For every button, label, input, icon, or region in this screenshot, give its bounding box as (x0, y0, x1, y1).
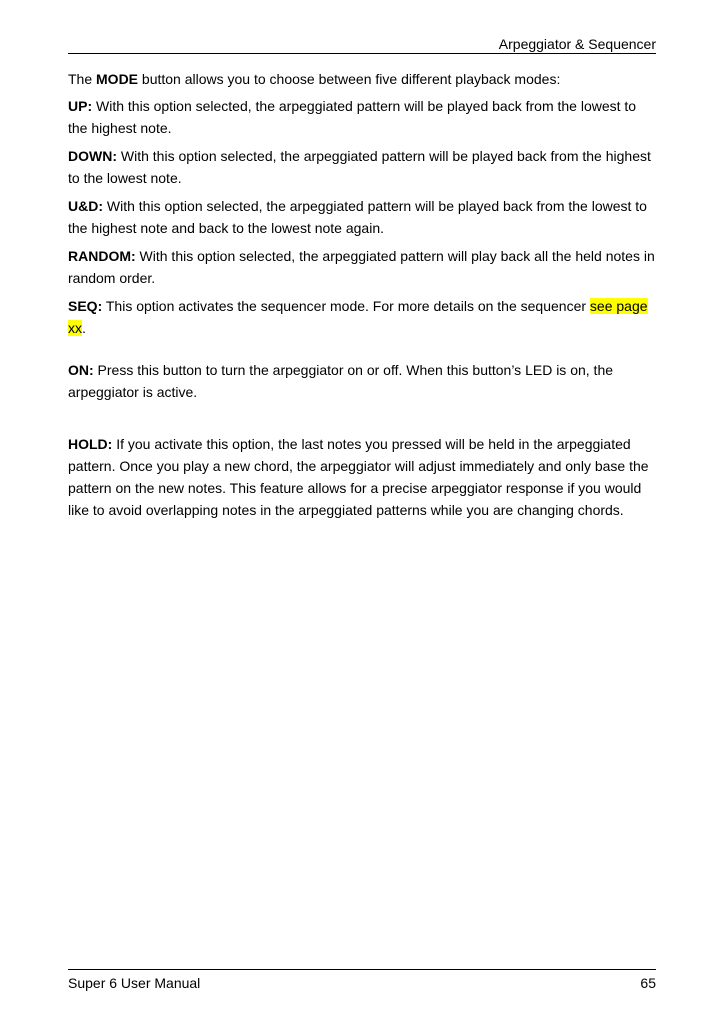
random-paragraph (68, 245, 656, 289)
random-term: RANDOM: (68, 248, 136, 264)
mode-intro-paragraph (68, 68, 656, 90)
mode-term: MODE (96, 71, 139, 87)
on-text: Press this button to turn the arpeggiator on or off. When this button’s LED is on, the arpeggiator is active. (68, 362, 614, 400)
hold-paragraph (68, 433, 656, 521)
ud-paragraph (68, 195, 656, 239)
down-text: With this option selected, the arpeggiated pattern will be played back from the highest to the lowest note. (68, 148, 651, 186)
seq-end: . (82, 320, 86, 336)
on-paragraph (68, 359, 656, 403)
down-paragraph (68, 145, 656, 189)
seq-term: SEQ: (68, 298, 103, 314)
mode-intro-after: button allows you to choose between five different playback modes: (138, 71, 561, 87)
hold-term: HOLD: (68, 436, 113, 452)
page-footer (68, 969, 656, 994)
down-term: DOWN: (68, 148, 117, 164)
page-header (68, 30, 656, 54)
mode-intro-before: The (68, 71, 97, 87)
see-page-link[interactable]: see page xx (68, 298, 648, 336)
manual-content (68, 68, 656, 527)
seq-paragraph (68, 295, 656, 339)
up-text: With this option selected, the arpeggiated pattern will be played back from the lowest to the highest note. (68, 98, 637, 136)
hold-text: If you activate this option, the last notes you pressed will be held in the arpeggiated pattern. Once you play a new chord, the arpeggiator will adjust immediately and only base the pattern on the new notes. This feature allows for a precise arpeggiator response if you would like to avoid overlapping notes in the arpeggiated patterns while you are changing chords. (68, 436, 649, 518)
page-number: 65 (640, 975, 656, 991)
up-paragraph (68, 95, 656, 139)
on-term: ON: (68, 362, 94, 378)
ud-term: U&D: (68, 198, 103, 214)
header-title: Arpeggiator & Sequencer (498, 36, 656, 52)
ud-text: With this option selected, the arpeggiated pattern will be played back from the lowest to the highest note and back to the lowest note again. (68, 198, 647, 236)
random-text: With this option selected, the arpeggiated pattern will play back all the held notes in random order. (68, 248, 655, 286)
manual-title: Super 6 User Manual (68, 975, 201, 991)
seq-text: This option activates the sequencer mode. For more details on the sequencer (102, 298, 590, 314)
up-term: UP: (68, 98, 93, 114)
